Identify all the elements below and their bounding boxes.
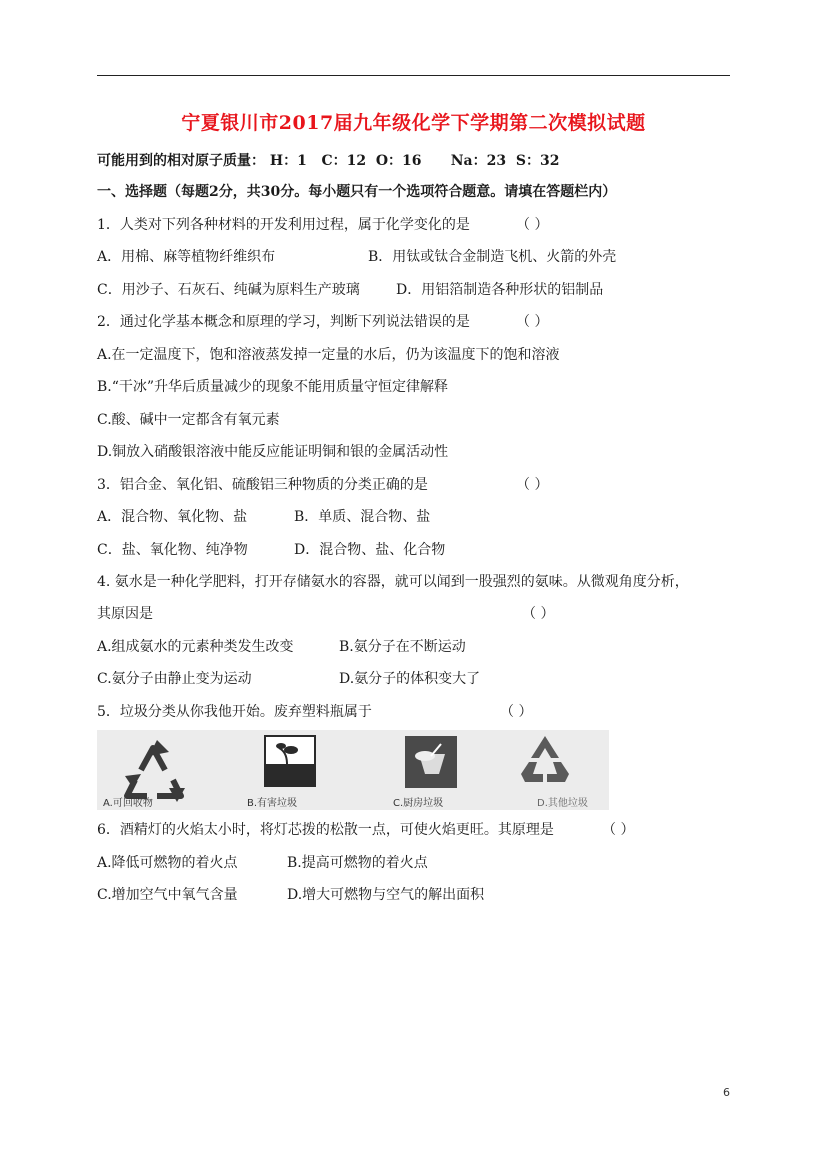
recyclable-symbol bbox=[97, 730, 225, 810]
q3-option-d: D．混合物、盐、化合物 bbox=[294, 542, 446, 558]
q2-option-c: C.酸、碱中一定都含有氧元素 bbox=[97, 412, 280, 428]
q2-option-a: A.在一定温度下，饱和溶液蒸发掉一定量的水后，仍为该温度下的饱和溶液 bbox=[97, 347, 560, 363]
q4-stem: 4. 氨水是一种化学肥料，打开存储氨水的容器，就可以闻到一股强烈的氨味。从微观角度分析， bbox=[97, 574, 689, 590]
q4-stem-continued: 其原因是 bbox=[97, 606, 153, 622]
q1-answer-paren: （ ） bbox=[516, 217, 549, 233]
kitchen-waste-symbol bbox=[353, 730, 481, 810]
page-title: 宁夏银川市2017届九年级化学下学期第二次模拟试题 bbox=[181, 112, 646, 134]
q3-option-b: B．单质、混合物、盐 bbox=[294, 509, 431, 525]
q6-option-d: D.增大可燃物与空气的解出面积 bbox=[287, 887, 485, 903]
q1-option-c: C．用沙子、石灰石、纯碱为原料生产玻璃 bbox=[97, 282, 360, 298]
hazardous-symbol bbox=[225, 730, 353, 810]
q3-option-c: C．盐、氧化物、纯净物 bbox=[97, 542, 248, 558]
q6-option-c: C.增加空气中氧气含量 bbox=[97, 887, 238, 903]
q3-option-a: A．混合物、氧化物、盐 bbox=[97, 509, 248, 525]
q2-option-b: B.“干冰”升华后质量减少的现象不能用质量守恒定律解释 bbox=[97, 379, 449, 395]
symbol-label-c: C.厨房垃圾 bbox=[393, 798, 444, 809]
q3-answer-paren: （ ） bbox=[516, 477, 549, 493]
q3-stem: 3．铝合金、氧化铝、硫酸铝三种物质的分类正确的是 bbox=[97, 477, 428, 493]
header-rule bbox=[97, 75, 730, 76]
other-waste-symbol bbox=[481, 730, 609, 810]
q1-option-d: D．用铝箔制造各种形状的铝制品 bbox=[396, 282, 604, 298]
atomic-mass-label: 可能用到的相对原子质量： bbox=[97, 153, 265, 169]
page-number: 6 bbox=[723, 1086, 730, 1099]
q2-stem: 2．通过化学基本概念和原理的学习，判断下列说法错误的是 bbox=[97, 314, 470, 330]
q6-answer-paren: （ ） bbox=[602, 822, 635, 838]
q1-option-b: B．用钛或钛合金制造飞机、火箭的外壳 bbox=[368, 249, 617, 265]
atomic-mass-values: H：1 C：12 O：16 Na：23 S：32 bbox=[269, 153, 560, 169]
symbol-label-b: B.有害垃圾 bbox=[247, 798, 298, 809]
q4-answer-paren: （ ） bbox=[522, 606, 555, 622]
q1-option-a: A．用棉、麻等植物纤维织布 bbox=[97, 249, 276, 265]
atomic-mass-line bbox=[97, 152, 559, 170]
section-heading: 一、选择题（每题2分，共30分。每小题只有一个选项符合题意。请填在答题栏内） bbox=[97, 184, 617, 200]
symbol-label-d: D.其他垃圾 bbox=[537, 798, 588, 809]
q5-stem: 5．垃圾分类从你我他开始。废弃塑料瓶属于 bbox=[97, 704, 372, 720]
q6-option-a: A.降低可燃物的着火点 bbox=[97, 855, 238, 871]
q6-option-b: B.提高可燃物的着火点 bbox=[287, 855, 428, 871]
q6-stem: 6．酒精灯的火焰太小时，将灯芯拨的松散一点，可使火焰更旺。其原理是 bbox=[97, 822, 554, 838]
q2-answer-paren: （ ） bbox=[516, 314, 549, 330]
q4-option-d: D.氨分子的体积变大了 bbox=[339, 671, 481, 687]
q4-option-a: A.组成氨水的元素种类发生改变 bbox=[97, 639, 294, 655]
symbol-label-a: A.可回收物 bbox=[103, 798, 153, 809]
q4-option-b: B.氨分子在不断运动 bbox=[339, 639, 466, 655]
q1-stem: 1．人类对下列各种材料的开发利用过程，属于化学变化的是 bbox=[97, 217, 470, 233]
q5-answer-paren: （ ） bbox=[500, 704, 533, 720]
waste-symbols-figure bbox=[97, 730, 609, 810]
q4-option-c: C.氨分子由静止变为运动 bbox=[97, 671, 252, 687]
q2-option-d: D.铜放入硝酸银溶液中能反应能证明铜和银的金属活动性 bbox=[97, 444, 449, 460]
